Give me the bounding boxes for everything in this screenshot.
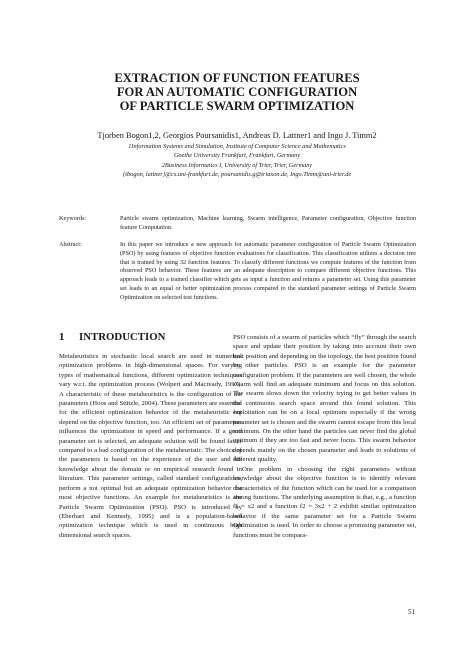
- author-emails: {tbogon, lattner}@cs.uni-frankfurt.de, poursanidis.g@triaxon.de, Ingo.Timm@uni-trier.de: [122, 171, 352, 178]
- title-line-2: FOR AN AUTOMATIC CONFIGURATION: [116, 85, 358, 99]
- section-number: 1: [59, 331, 65, 343]
- affiliation-1-line-2: Goethe University Frankfurt, Frankfurt, Germany: [173, 152, 301, 159]
- keywords-text: Particle swarm optimization, Machine learning, Swarm intelligence, Parameter configuration, Objective function feature Computation.: [120, 215, 416, 231]
- abstract-label: Abstract:: [59, 241, 82, 248]
- left-paragraph-1: Metaheuristics in stochastic local search are used in numerical optimization problems in high-dimensional spaces. For varying types of mathematical functions, different optimization techniques vary w.r.t. the optimization process (Wolpert and Macready, 1997). A characteristic of these metaheuristics is the configuration of the parameters (Hoos and Stützle, 2004). These parameters are essential for the efficient optimization behavior of the metaheuristic but depend on the objective function, too. An efficient set of parameters influences the optimization in speed and performance. If a good parameter set is selected, an adequate solution will be found faster compared to a bad configuration of the metaheuristic. The choice of the parameters is based on the experience of the user and his knowledge about the domain or on empirical research found in literature. This parameter settings, called standard configurations, perform a not optimal but an adequate optimization behavior for most objective functions. An example for metaheuristics is the Particle Swarm Optimization (PSO). PSO is introduced by (Eberhart and Kennedy, 1995) and is a population-based optimization technique which is used in continuous high dimensional search spaces.: [59, 353, 242, 539]
- title-line-3: OF PARTICLE SWARM OPTIMIZATION: [119, 99, 355, 113]
- affiliation-1-line-1: 1Information Systems and Simulation, Institute of Computer Science and Mathematics: [128, 143, 346, 150]
- right-paragraph-2: One problem in choosing the right parameters without knowledge about the objective function is to identify relevant characteristics of the function which can be used for a comparison among functions. The underlying assumption is that, e.g., a function f1 = x2 and a function f2 = 3x2 + 2 exhibit similar optimization behavior if the same parameter set for a Particle Swarm Optimization is used. In order to choose a promising parameter set, functions must be compara-: [233, 465, 416, 539]
- right-column: [233, 333, 416, 540]
- affiliation-2: 2Business Informatics I, University of Trier, Trier, Germany: [161, 162, 313, 169]
- title-line-1: EXTRACTION OF FUNCTION FEATURES: [114, 71, 360, 85]
- section-title: INTRODUCTION: [79, 331, 166, 343]
- left-column: [59, 352, 242, 540]
- abstract-text: In this paper we introduce a new approach for automatic parameter configuration of Particle Swarm Optimization (PSO) by using features of objective function evaluations for classification. This classification utilizes a decision tree that is trained by using 32 function features. To classify different functions we compute features of the function from observed PSO behavior. These features are an adequate description to compare different objective functions. This approach leads to a trained classifier which gets as input a function and returns a parameter set. Using this parameter set leads to an equal or better optimization process compared to the standard parameter settings of Particle Swarm Optimization on selected test functions.: [120, 241, 416, 301]
- keywords-label: Keywords:: [59, 215, 87, 222]
- author-list: Tjorben Bogon1,2, Georgios Poursanidis1, Andreas D. Lattner1 and Ingo J. Timm2: [97, 131, 377, 140]
- paper-title: [0, 71, 474, 113]
- right-paragraph-1: PSO consists of a swarm of particles which “fly” through the search space and update their position by taking into account their own best position and depending on the topology, the best position found by other particles. PSO is an example for the parameter configuration problem. If the parameters are well chosen, the whole swarm will find an adequate minimum and focus on this solution. The swarm slows down the velocity trying to get better values in the continuous search space around this found solution. This exploitation can be on a local optimum especially if the wrong parameter set is chosen and the swarm cannot escape from this local minimum. On the other hand the particles can never find the global optimum if they are too fast and never focus. This swarm behavior depends mainly on the chosen parameter and leads to solutions of different quality.: [233, 334, 416, 464]
- page-number: 51: [408, 608, 415, 616]
- section-heading: [59, 331, 165, 343]
